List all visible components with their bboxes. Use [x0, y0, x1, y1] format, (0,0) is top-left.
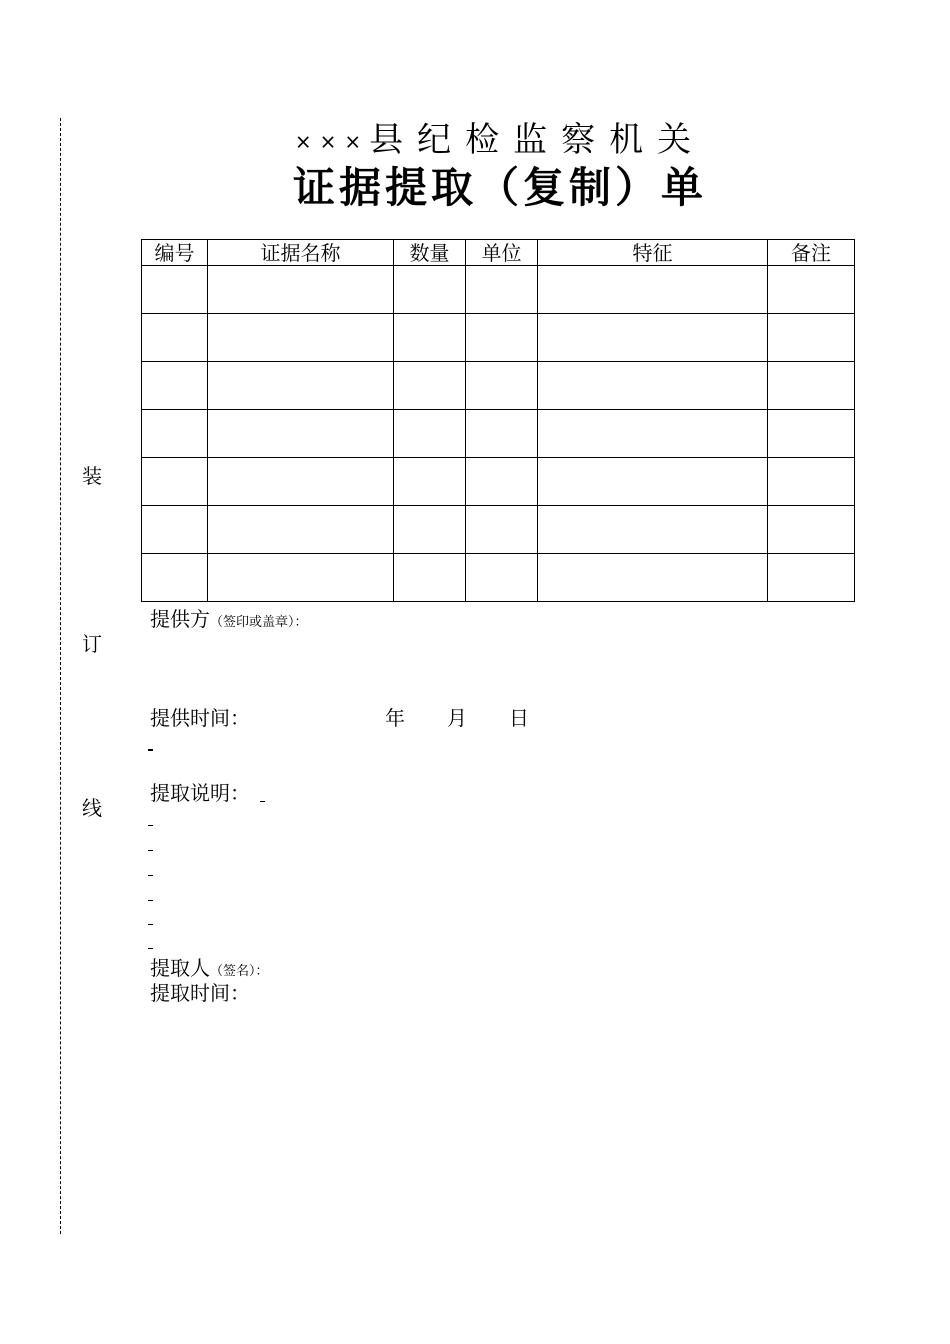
column-header-unit: 单位 [466, 240, 538, 266]
table-cell[interactable] [208, 554, 394, 602]
table-cell[interactable] [768, 266, 855, 314]
table-cell[interactable] [768, 362, 855, 410]
table-cell[interactable] [538, 410, 768, 458]
table-cell[interactable] [538, 458, 768, 506]
blank-mark [148, 749, 153, 751]
blank-mark [148, 948, 153, 949]
org-prefix: ××× [294, 129, 370, 154]
org-title [0, 118, 950, 164]
year-label: 年 [385, 706, 405, 730]
table-cell[interactable] [208, 506, 394, 554]
description-label: 提取说明： [150, 781, 250, 805]
table-row [142, 506, 855, 554]
column-header-evidence-name: 证据名称 [208, 240, 394, 266]
table-cell[interactable] [394, 458, 466, 506]
table-cell[interactable] [394, 554, 466, 602]
provide-time-label: 提供时间： [150, 706, 250, 730]
table-cell[interactable] [208, 410, 394, 458]
table-cell[interactable] [394, 266, 466, 314]
table-cell[interactable] [142, 554, 208, 602]
blank-mark [148, 924, 153, 925]
table-row [142, 314, 855, 362]
table-cell[interactable] [538, 266, 768, 314]
blank-mark [148, 850, 153, 851]
table-cell[interactable] [208, 362, 394, 410]
table-cell[interactable] [538, 554, 768, 602]
table-cell[interactable] [394, 362, 466, 410]
column-header-number: 编号 [142, 240, 208, 266]
table-cell[interactable] [466, 410, 538, 458]
binding-dashed-line [60, 118, 61, 1234]
table-cell[interactable] [538, 506, 768, 554]
binding-char-zhuang: 装 [82, 464, 102, 488]
extractor-note: （签名）： [210, 964, 269, 979]
table-cell[interactable] [538, 314, 768, 362]
blank-mark [148, 825, 153, 826]
table-cell[interactable] [394, 410, 466, 458]
table-cell[interactable] [208, 314, 394, 362]
extractor-label: 提取人 [150, 956, 210, 980]
org-name: 县纪检监察机关 [369, 120, 706, 160]
table-cell[interactable] [142, 362, 208, 410]
table-row [142, 554, 855, 602]
table-cell[interactable] [142, 506, 208, 554]
provider-label: 提供方 [150, 607, 210, 631]
table-cell[interactable] [768, 554, 855, 602]
table-cell[interactable] [208, 458, 394, 506]
table-cell[interactable] [768, 506, 855, 554]
binding-char-xian: 线 [82, 796, 102, 820]
table-cell[interactable] [466, 458, 538, 506]
table-cell[interactable] [142, 314, 208, 362]
table-cell[interactable] [142, 410, 208, 458]
table-cell[interactable] [466, 506, 538, 554]
table-cell[interactable] [466, 362, 538, 410]
document-title: 证据提取（复制）单 [292, 163, 707, 212]
table-row [142, 266, 855, 314]
table-cell[interactable] [208, 266, 394, 314]
table-row [142, 410, 855, 458]
table-cell[interactable] [768, 410, 855, 458]
column-header-remarks: 备注 [768, 240, 855, 266]
table-cell[interactable] [466, 266, 538, 314]
table-cell[interactable] [768, 458, 855, 506]
column-header-features: 特征 [538, 240, 768, 266]
extract-time-label: 提取时间： [150, 981, 250, 1005]
table-cell[interactable] [466, 314, 538, 362]
table-cell[interactable] [142, 266, 208, 314]
table-cell[interactable] [768, 314, 855, 362]
blank-mark [148, 875, 153, 876]
column-header-quantity: 数量 [394, 240, 466, 266]
extractor-line [150, 956, 269, 984]
provider-line [150, 607, 308, 635]
provider-note: （签印或盖章）： [210, 615, 308, 630]
table-header-row [142, 240, 855, 266]
table-cell[interactable] [466, 554, 538, 602]
day-label: 日 [509, 706, 529, 730]
binding-char-ding: 订 [82, 632, 102, 656]
table-cell[interactable] [142, 458, 208, 506]
table-row [142, 362, 855, 410]
table-cell[interactable] [394, 314, 466, 362]
evidence-table [141, 239, 855, 602]
table-cell[interactable] [538, 362, 768, 410]
month-label: 月 [447, 706, 467, 730]
table-cell[interactable] [394, 506, 466, 554]
table-row [142, 458, 855, 506]
blank-mark [148, 900, 153, 901]
blank-mark [260, 801, 265, 802]
